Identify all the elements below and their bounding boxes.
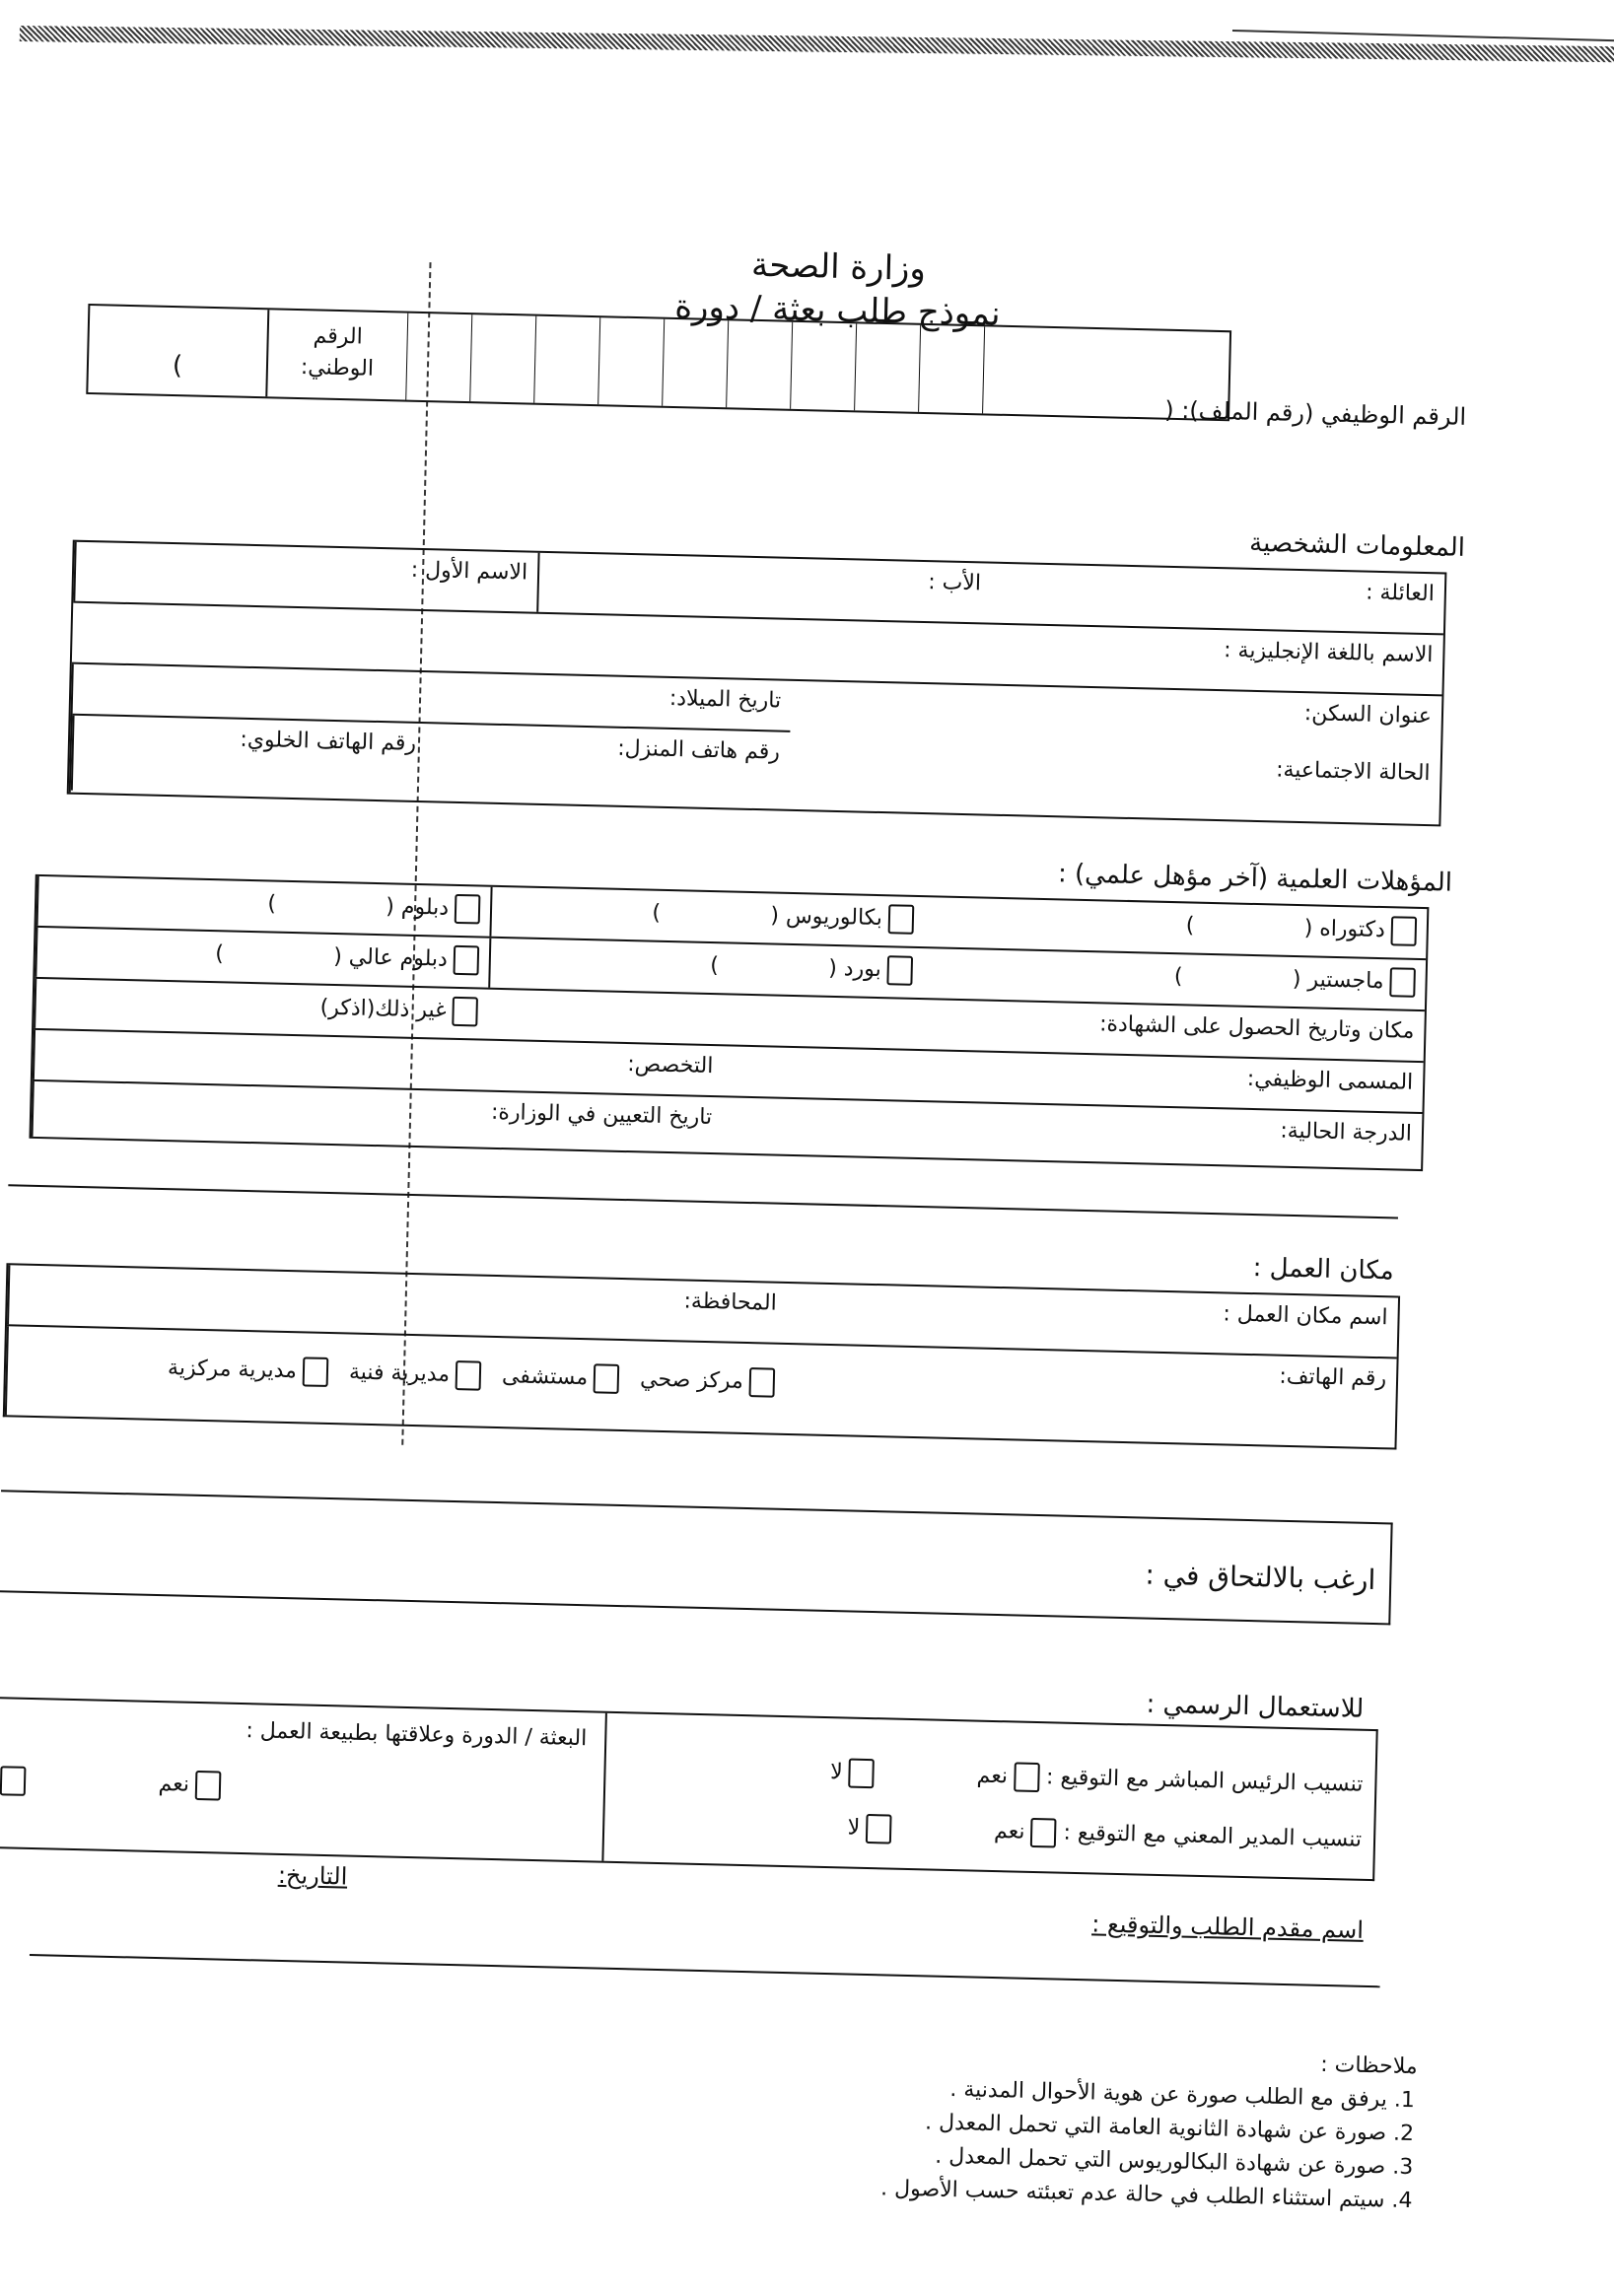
father-name-field[interactable] bbox=[536, 553, 991, 623]
health-center-label: مركز صحي bbox=[639, 1366, 744, 1394]
family-name-label: العائلة : bbox=[1365, 580, 1436, 607]
national-id-digit[interactable] bbox=[1046, 328, 1111, 416]
relation-yes-checkbox[interactable] bbox=[195, 1771, 222, 1801]
home-phone-field[interactable] bbox=[425, 724, 791, 807]
birth-phone-group bbox=[69, 664, 792, 809]
master-label: ماجستير ( bbox=[1292, 966, 1384, 995]
workplace-phone-label: رقم الهاتف: bbox=[1279, 1363, 1387, 1392]
higher-diploma-option[interactable] bbox=[35, 928, 489, 988]
first-name-field[interactable] bbox=[73, 542, 537, 612]
ministry-title: وزارة الصحة bbox=[750, 244, 927, 289]
note-item: 3. صورة عن شهادة البكالوريوس التي تحمل المعدل . bbox=[567, 2131, 1386, 2185]
date-field[interactable]: التاريخ: bbox=[277, 1860, 348, 1891]
supervisor-recommendation bbox=[830, 1758, 1364, 1800]
address-label: عنوان السكن: bbox=[1303, 701, 1433, 730]
relation-yes-label: نعم bbox=[158, 1772, 190, 1797]
desire-section[interactable] bbox=[0, 1490, 1393, 1625]
master-checkbox[interactable] bbox=[1389, 967, 1416, 998]
national-id-digit[interactable] bbox=[790, 322, 856, 411]
file-number-close: ) bbox=[172, 350, 183, 382]
qualifications-section bbox=[29, 874, 1429, 1171]
id-row bbox=[86, 304, 1468, 445]
desire-label: ارغب بالالتحاق في : bbox=[1145, 1558, 1376, 1597]
other-checkbox[interactable] bbox=[452, 997, 478, 1027]
relation-label: البعثة / الدورة وعلاقتها بطبيعة العمل : bbox=[246, 1718, 588, 1752]
notes-divider bbox=[30, 1954, 1380, 1987]
marital-status-label: الحالة الاجتماعية: bbox=[1275, 757, 1431, 787]
national-id-digit[interactable] bbox=[982, 326, 1048, 415]
mobile-phone-label: رقم الهاتف الخلوي: bbox=[240, 727, 417, 756]
board-label: بورد ( bbox=[827, 955, 882, 983]
doctorate-checkbox[interactable] bbox=[1390, 916, 1417, 946]
bachelor-label: بكالوريوس ( bbox=[770, 903, 883, 932]
board-option[interactable] bbox=[488, 939, 923, 998]
director-no-label: لا bbox=[847, 1815, 861, 1841]
doctorate-label: دكتوراه ( bbox=[1303, 916, 1386, 943]
mobile-phone-field[interactable] bbox=[71, 716, 427, 799]
board-close: ) bbox=[709, 953, 720, 979]
personal-info-heading: المعلومات الشخصية bbox=[1248, 527, 1466, 563]
recommendations-group bbox=[601, 1713, 1375, 1879]
file-number-label: الرقم الوظيفي (رقم الملف): ( bbox=[1163, 395, 1467, 431]
national-id-digit[interactable] bbox=[469, 314, 535, 403]
director-yes-label: نعم bbox=[993, 1819, 1025, 1844]
supervisor-no-checkbox[interactable] bbox=[848, 1759, 875, 1789]
bachelor-option[interactable] bbox=[489, 887, 924, 946]
current-grade-label: الدرجة الحالية: bbox=[1280, 1118, 1413, 1147]
form-title: نموذج طلب بعثة / دورة bbox=[673, 286, 1002, 334]
english-name-label: الاسم باللغة الإنجليزية : bbox=[1223, 638, 1434, 668]
higher-diploma-checkbox[interactable] bbox=[453, 945, 479, 976]
supervisor-yes-checkbox[interactable] bbox=[1014, 1762, 1040, 1792]
birth-date-label: تاريخ الميلاد: bbox=[668, 685, 782, 714]
notes-section bbox=[566, 2031, 1418, 2218]
father-name-label: الأب : bbox=[927, 570, 982, 596]
first-name-label: الاسم الأول : bbox=[410, 557, 528, 586]
note-item: 2. صورة عن شهادة الثانوية العامة التي تحمل المعدل . bbox=[568, 2098, 1387, 2151]
technical-directorate-checkbox[interactable] bbox=[456, 1360, 482, 1391]
master-close: ) bbox=[1173, 964, 1183, 990]
relation-group bbox=[0, 1699, 597, 1861]
health-center-checkbox[interactable] bbox=[748, 1367, 775, 1398]
hospital-label: مستشفى bbox=[501, 1363, 589, 1391]
doctorate-close: ) bbox=[1185, 913, 1195, 939]
workplace-heading: مكان العمل : bbox=[1252, 1253, 1395, 1287]
diploma-close: ) bbox=[267, 891, 277, 917]
national-id-digit[interactable] bbox=[726, 320, 792, 409]
diploma-checkbox[interactable] bbox=[455, 894, 481, 925]
notes-heading: ملاحظات : bbox=[1320, 2052, 1418, 2080]
qualifications-heading: المؤهلات العلمية (آخر مؤهل علمي) : bbox=[1057, 859, 1453, 898]
national-id-label-line1: الرقم bbox=[313, 323, 364, 350]
relation-no-option bbox=[0, 1766, 26, 1796]
official-use-heading: للاستعمال الرسمي : bbox=[1146, 1689, 1365, 1724]
director-yes-checkbox[interactable] bbox=[1030, 1818, 1057, 1848]
national-id-label bbox=[265, 310, 407, 399]
higher-diploma-close: ) bbox=[214, 941, 225, 967]
national-id-digit[interactable] bbox=[918, 325, 984, 414]
national-id-digit[interactable] bbox=[662, 319, 728, 408]
bachelor-checkbox[interactable] bbox=[888, 904, 915, 935]
personal-info-section bbox=[67, 540, 1447, 827]
central-directorate-label: مديرية مركزية bbox=[167, 1356, 298, 1384]
governorate-label: المحافظة: bbox=[683, 1288, 778, 1316]
director-no-checkbox[interactable] bbox=[866, 1814, 892, 1844]
diploma-label: دبلوم ( bbox=[386, 894, 450, 921]
relation-no-checkbox[interactable] bbox=[0, 1766, 26, 1796]
technical-directorate-label: مديرية فنية bbox=[348, 1359, 451, 1387]
workplace-type-group bbox=[5, 1326, 786, 1433]
director-recommendation bbox=[847, 1814, 1362, 1855]
specialization-label: التخصص: bbox=[627, 1052, 714, 1079]
supervisor-yes-label: نعم bbox=[976, 1763, 1009, 1789]
national-id-digit[interactable] bbox=[405, 313, 471, 402]
director-label: تنسيب المدير المعني مع التوقيع : bbox=[1063, 1820, 1363, 1852]
master-option[interactable] bbox=[922, 948, 1426, 1009]
section-divider bbox=[8, 1184, 1398, 1218]
hospital-checkbox[interactable] bbox=[594, 1363, 620, 1394]
bachelor-close: ) bbox=[652, 900, 662, 926]
national-id-digit[interactable] bbox=[854, 323, 920, 412]
national-id-digit[interactable] bbox=[597, 317, 664, 406]
fold-guide-line bbox=[401, 262, 431, 1445]
official-use-section bbox=[0, 1697, 1378, 1881]
workplace-name-label: اسم مكان العمل : bbox=[1223, 1301, 1388, 1331]
certificate-place-date-label: مكان وتاريخ الحصول على الشهادة: bbox=[1098, 1011, 1415, 1044]
doctorate-option[interactable] bbox=[923, 897, 1427, 958]
board-checkbox[interactable] bbox=[886, 955, 913, 986]
family-name-field[interactable] bbox=[990, 564, 1444, 634]
national-id-label-line2: الوطني: bbox=[300, 355, 375, 382]
home-phone-label: رقم هاتف المنزل: bbox=[616, 735, 781, 765]
applicant-signature-field[interactable]: اسم مقدم الطلب والتوقيع : bbox=[1090, 1910, 1365, 1944]
supervisor-label: تنسيب الرئيس المباشر مع التوقيع : bbox=[1045, 1765, 1364, 1797]
workplace-section bbox=[3, 1263, 1400, 1449]
workplace-phone-field[interactable] bbox=[784, 1345, 1397, 1448]
address-marital-group bbox=[789, 681, 1442, 825]
note-item: 1. يرفق مع الطلب صورة عن هوية الأحوال المدنية . bbox=[569, 2064, 1388, 2118]
appointment-date-label: تاريخ التعيين في الوزارة: bbox=[490, 1099, 713, 1131]
other-option[interactable] bbox=[34, 979, 488, 1039]
other-label: غير ذلك(اذكر) bbox=[319, 995, 447, 1023]
higher-diploma-label: دبلوم عالي ( bbox=[332, 943, 449, 972]
national-id-digit[interactable] bbox=[533, 316, 599, 405]
note-item: 4. سيتم استثناء الطلب في حالة عدم تعبئته حسب الأصول . bbox=[566, 2165, 1385, 2218]
central-directorate-checkbox[interactable] bbox=[303, 1357, 329, 1387]
supervisor-no-label: لا bbox=[829, 1760, 844, 1785]
job-title-label: المسمى الوظيفي: bbox=[1246, 1066, 1414, 1095]
diploma-option[interactable] bbox=[36, 876, 491, 937]
relation-yes-option bbox=[158, 1770, 221, 1800]
